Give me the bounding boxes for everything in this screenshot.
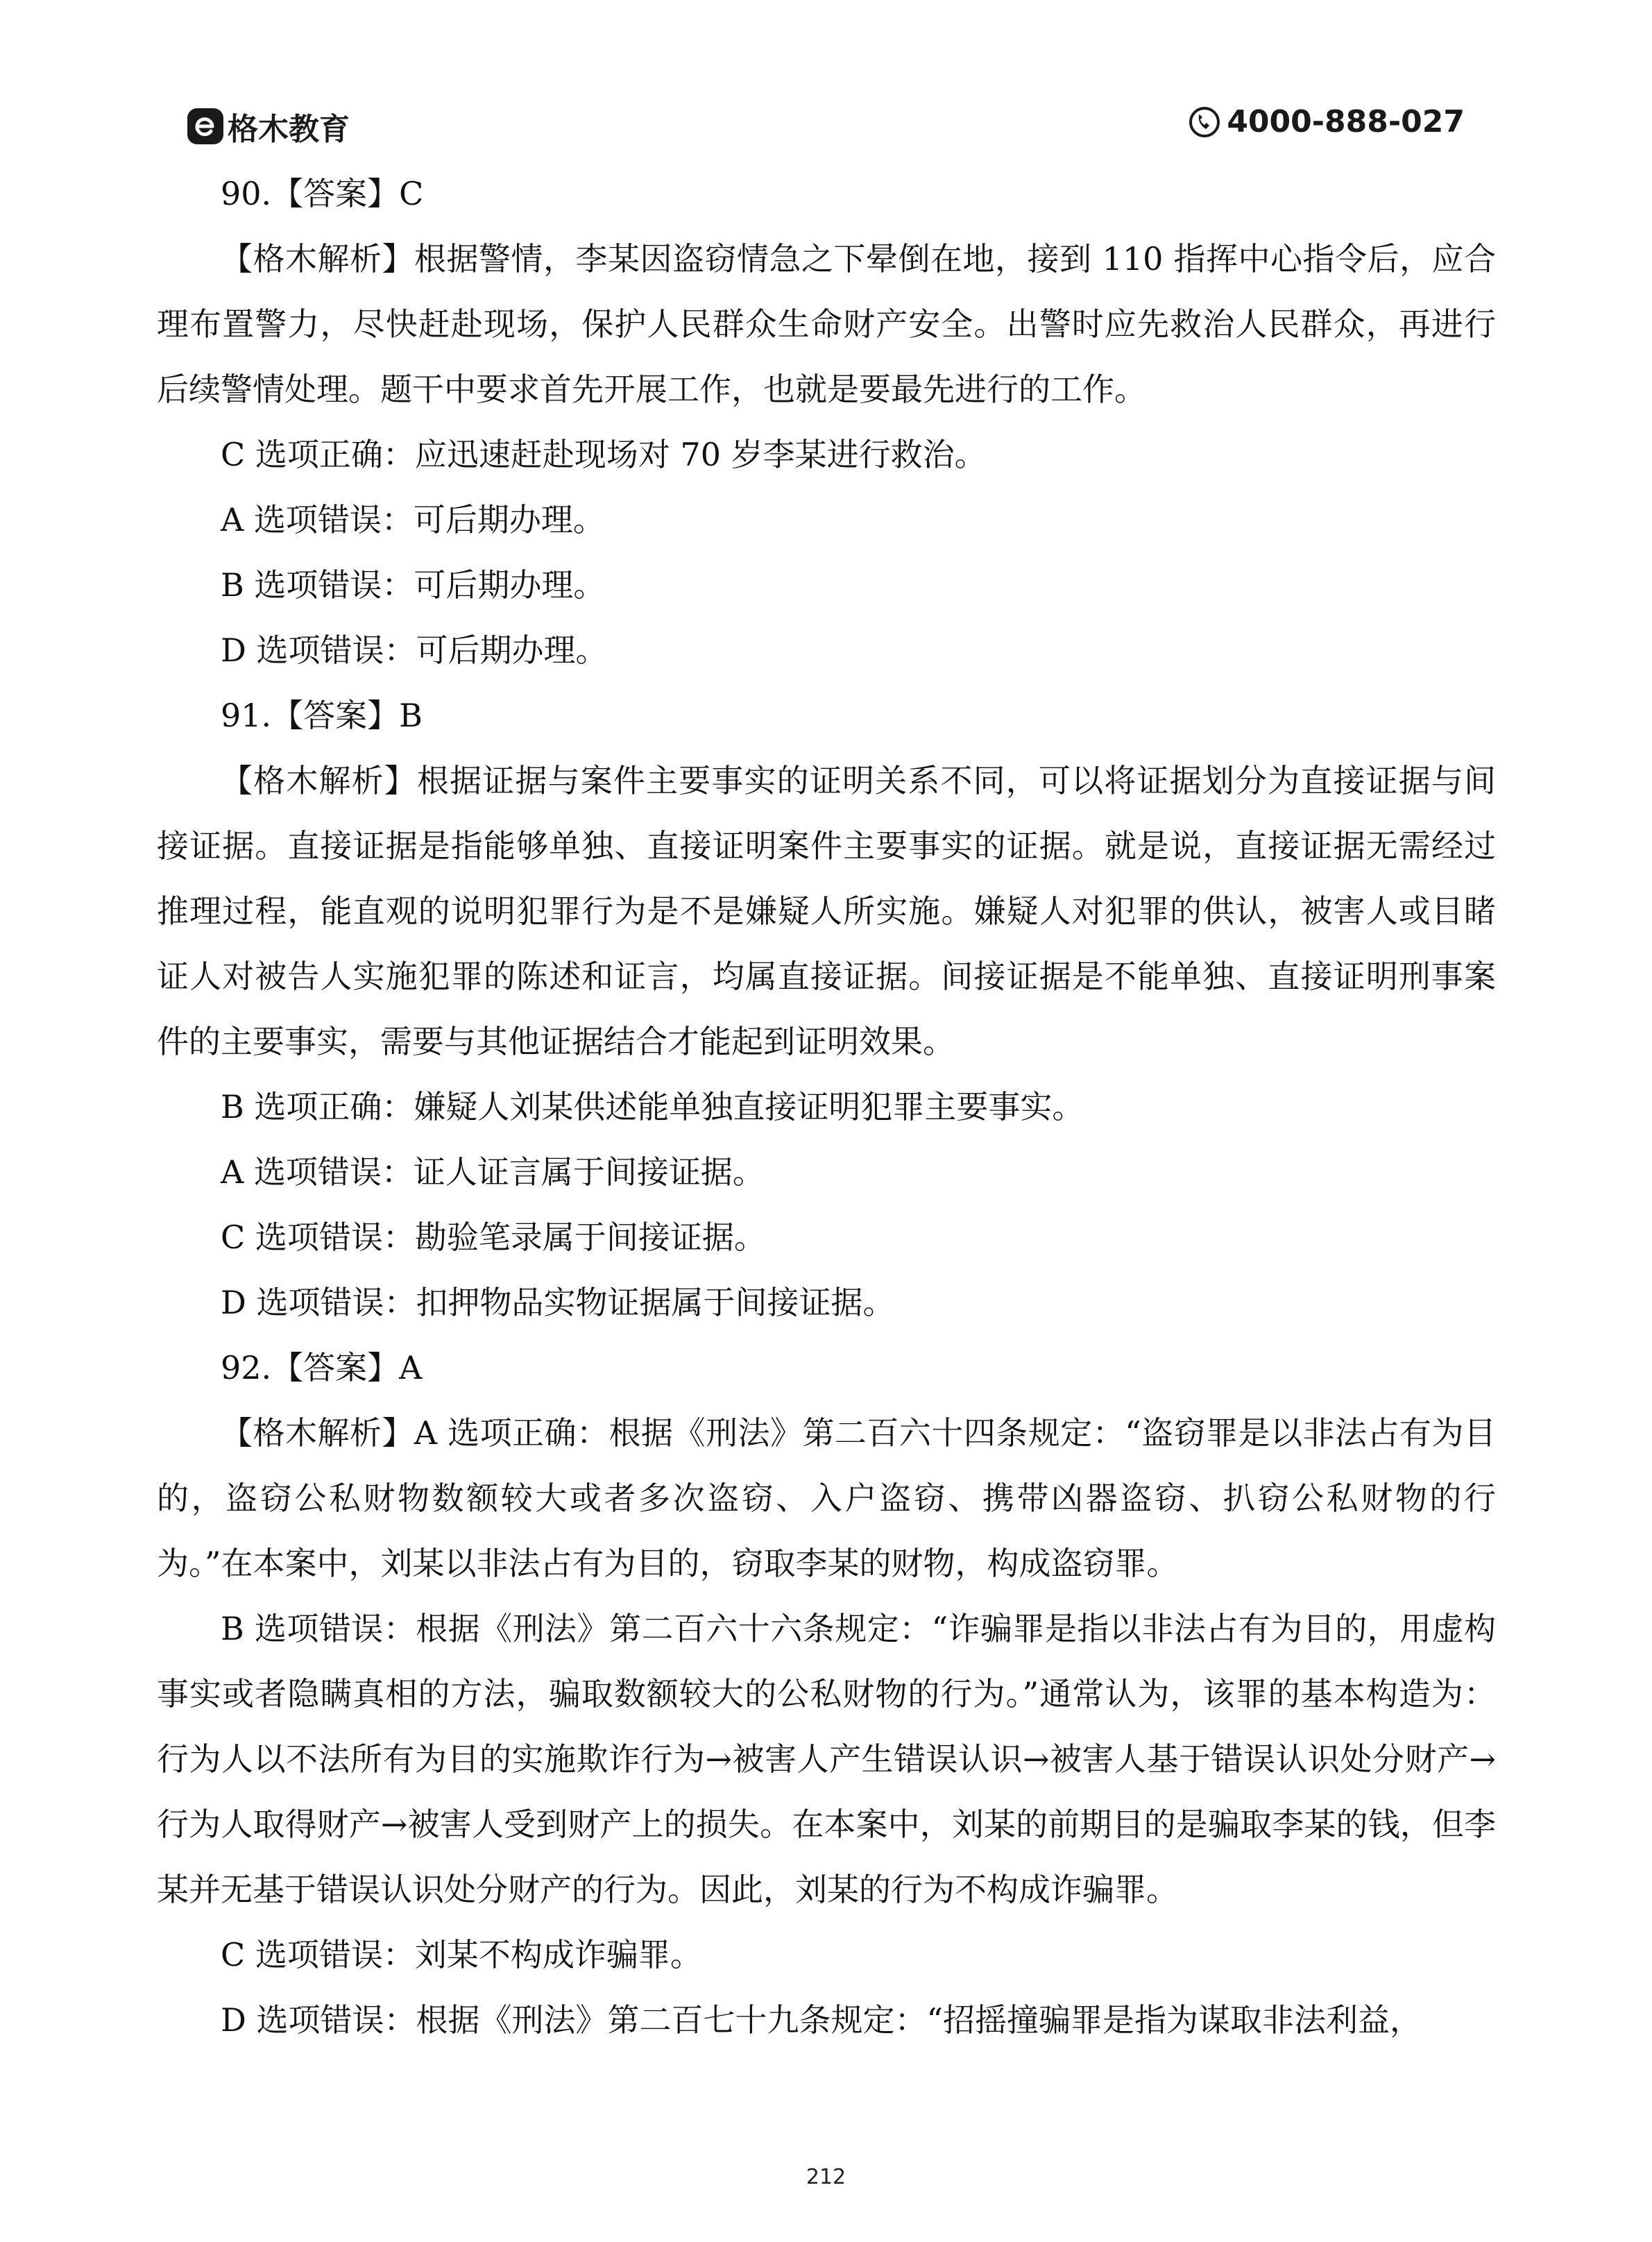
option-b-92: B 选项错误：根据《刑法》第二百六十六条规定：“诈骗罪是指以非法占有为目的，用虚构事实或者隐瞒真相的方法，骗取数额较大的公私财物的行为。”通常认为，该罪的基本构造为：行为人以不法所有为目的实施欺诈行为→被害人产生错误认识→被害人基于错误认识处分财产→行为人取得财产→被害人受到财产上的损失。在本案中，刘某的前期目的是骗取李某的钱，但李某并无基于错误认识处分财产的行为。因此，刘某的行为不构成诈骗罪。	[157, 1610, 1496, 1908]
page-header	[187, 104, 1465, 153]
option-b-91: B 选项正确：嫌疑人刘某供述能单独直接证明犯罪主要事实。	[221, 1088, 1084, 1126]
page-number: 212	[806, 2165, 846, 2189]
option-d-90: D 选项错误：可后期办理。	[221, 631, 608, 669]
answer-92-heading: 92.【答案】A	[221, 1349, 423, 1386]
brand	[187, 104, 350, 148]
brand-name: 格木教育	[228, 112, 350, 147]
option-b-90: B 选项错误：可后期办理。	[221, 566, 606, 604]
analysis-90: 【格木解析】根据警情，李某因盗窃情急之下晕倒在地，接到 110 指挥中心指令后，应合理布置警力，尽快赶赴现场，保护人民群众生命财产安全。出警时应先救治人民群众，再进行后续警情处理。题干中要求首先开展工作，也就是要最先进行的工作。	[157, 240, 1496, 408]
document-body	[157, 161, 1496, 2053]
option-d-91: D 选项错误：扣押物品实物证据属于间接证据。	[221, 1284, 895, 1321]
option-d-92: D 选项错误：根据《刑法》第二百七十九条规定：“招摇撞骗罪是指为谋取非法利益，	[221, 2001, 1422, 2039]
option-a-91: A 选项错误：证人证言属于间接证据。	[221, 1153, 765, 1191]
option-c-91: C 选项错误：勘验笔录属于间接证据。	[221, 1218, 766, 1256]
hotline	[1188, 104, 1465, 139]
option-c-90: C 选项正确：应迅速赶赴现场对 70 岁李某进行救治。	[221, 436, 987, 473]
option-c-92: C 选项错误：刘某不构成诈骗罪。	[221, 1936, 702, 1973]
answer-91-heading: 91.【答案】B	[221, 697, 423, 734]
analysis-91: 【格木解析】根据证据与案件主要事实的证明关系不同，可以将证据划分为直接证据与间接证据。直接证据是指能够单独、直接证明案件主要事实的证据。就是说，直接证据无需经过推理过程，能直观的说明犯罪行为是不是嫌疑人所实施。嫌疑人对犯罪的供认，被害人或目睹证人对被告人实施犯罪的陈述和证言，均属直接证据。间接证据是不能单独、直接证明刑事案件的主要事实，需要与其他证据结合才能起到证明效果。	[157, 762, 1496, 1060]
hotline-number: 4000-888-027	[1227, 104, 1465, 139]
phone-icon	[1188, 105, 1221, 139]
option-a-90: A 选项错误：可后期办理。	[221, 501, 605, 538]
brand-logo-icon	[187, 108, 223, 144]
answer-90-heading: 90.【答案】C	[221, 175, 424, 212]
analysis-92: 【格木解析】A 选项正确：根据《刑法》第二百六十四条规定：“盗窃罪是以非法占有为目的，盗窃公私财物数额较大或者多次盗窃、入户盗窃、携带凶器盗窃、扒窃公私财物的行为。”在本案中，刘某以非法占有为目的，窃取李某的财物，构成盗窃罪。	[157, 1414, 1496, 1582]
